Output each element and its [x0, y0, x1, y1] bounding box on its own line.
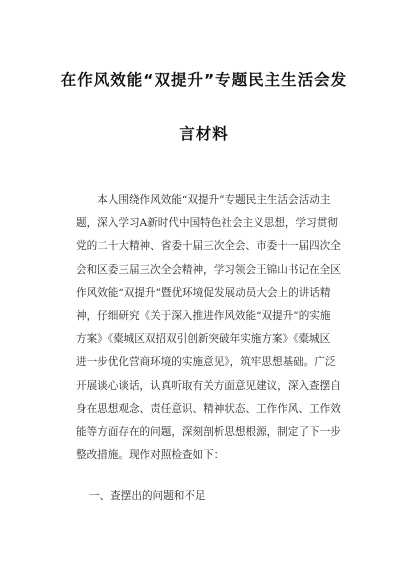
paragraph-line: 方案》《橐城区双招双引创新突破年实施方案》《橐城区 — [76, 333, 331, 346]
paragraph-line: 作风效能“双提升”暨优环境促发展动员大会上的讲话精 — [76, 286, 331, 299]
body-paragraph — [76, 189, 341, 467]
document-title-line-1: 在作风效能“双提升”专题民主生活会发 — [60, 71, 348, 89]
section-heading: 一、查摆出的问题和不足 — [89, 490, 206, 502]
paragraph-line: 会和区委三届三次全会精神，学习领会王锦山书记在全区 — [76, 263, 341, 276]
document-title-line-2: 言材料 — [179, 125, 229, 143]
paragraph-line: 党的二十大精神、省委十届三次全会、市委十一届四次全 — [76, 240, 341, 253]
paragraph-line: 神，仔细研究《关于深入推进作风效能“双提升”的实施 — [76, 309, 331, 322]
paragraph-line: 整改措施。现作对照检查如下： — [76, 449, 225, 462]
paragraph-line: 开展谈心谈话，认真听取有关方面意见建议，深入查摆自 — [76, 379, 341, 392]
paragraph-line: 身在思想观念、责任意识、精神状态、工作作风、工作效 — [76, 402, 341, 415]
paragraph-line: 本人围绕作风效能“双提升”专题民主生活会活动主 — [76, 194, 331, 206]
paragraph-line: 进一步优化营商环境的实施意见》，筑牢思想基础。广泛 — [76, 356, 336, 369]
paragraph-line: 题，深入学习A新时代中国特色社会主义思想，学习贯彻 — [76, 217, 338, 230]
paragraph-line: 能等方面存在的问题，深刻剖析思想根源，制定了下一步 — [76, 425, 341, 438]
